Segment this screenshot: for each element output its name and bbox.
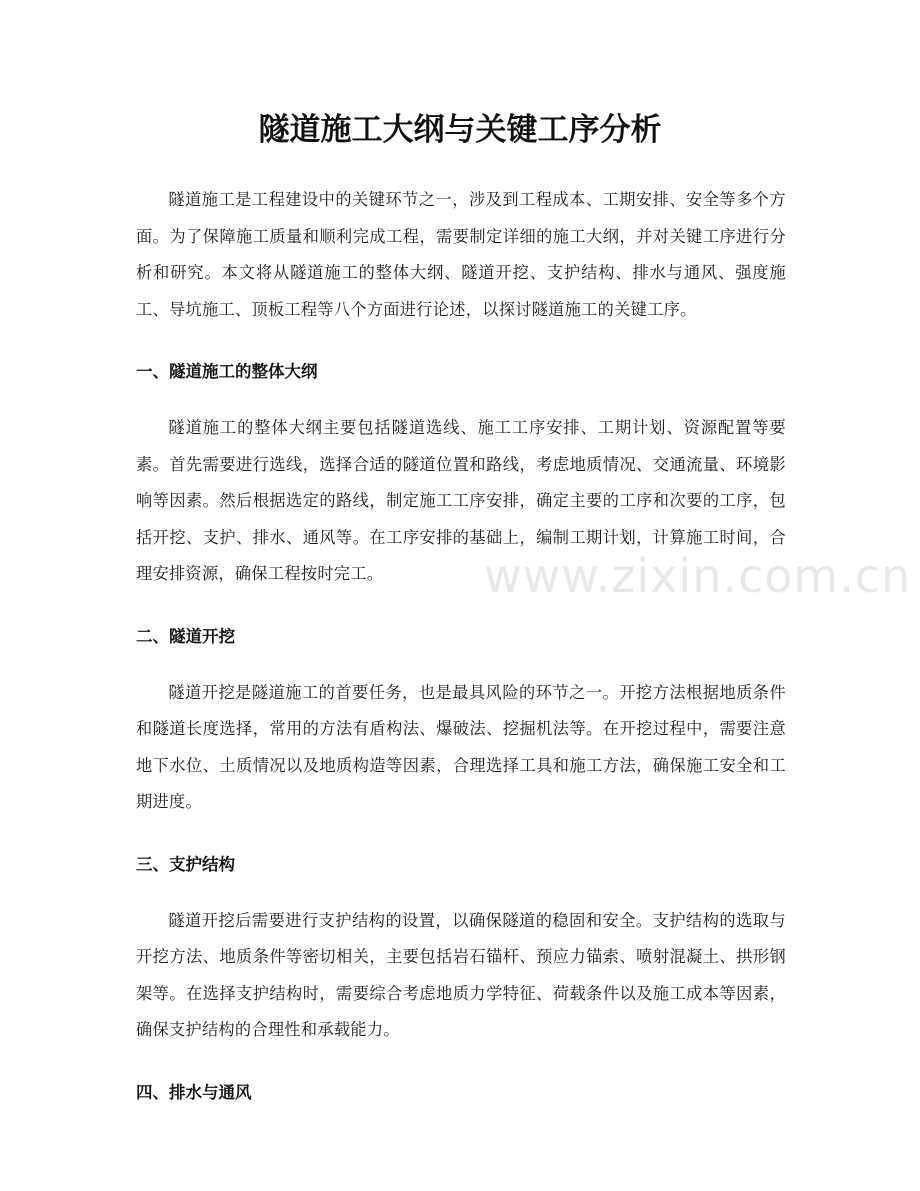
section-heading-3: 三、支护结构 <box>136 854 235 874</box>
spacer <box>136 390 786 410</box>
section-heading-4: 四、排水与通风 <box>136 1082 252 1102</box>
section-heading-2: 二、隧道开挖 <box>136 626 235 646</box>
document-title: 隧道施工大纲与关键工序分析 <box>258 112 662 148</box>
section-body-3: 隧道开挖后需要进行支护结构的设置，以确保隧道的稳固和安全。支护结构的选取与开挖方法、地质条件等密切相关，主要包括岩石锚杆、预应力锚索、喷射混凝土、拱形钢架等。在选择支护结构时，需要综合考虑地质力学特征、荷载条件以及施工成本等因素，确保支护结构的合理性和承载能力。 <box>136 910 786 1039</box>
intro-paragraph: 隧道施工是工程建设中的关键环节之一，涉及到工程成本、工期安排、安全等多个方面。为了保障施工质量和顺利完成工程，需要制定详细的施工大纲，并对关键工序进行分析和研究。本文将从隧道施工的整体大纲、隧道开挖、支护结构、排水与通风、强度施工、导坑施工、顶板工程等八个方面进行论述，以探讨隧道施工的关键工序。 <box>136 190 786 319</box>
watermark-text: www.zixin.com.cn <box>484 549 912 603</box>
section-heading-1: 一、隧道施工的整体大纲 <box>136 362 318 381</box>
spacer <box>136 1049 786 1075</box>
section-body-2: 隧道开挖是隧道施工的首要任务，也是最具风险的环节之一。开挖方法根据地质条件和隧道长度选择，常用的方法有盾构法、爆破法、挖掘机法等。在开挖过程中，需要注意地下水位、土质情况以及地质构造等因素，合理选择工具和施工方法，确保施工安全和工期进度。 <box>136 682 786 811</box>
spacer <box>136 883 786 903</box>
document-body <box>136 182 786 1111</box>
spacer <box>136 328 786 354</box>
spacer <box>136 821 786 847</box>
spacer <box>136 593 786 619</box>
spacer <box>136 655 786 675</box>
section-body-1: 隧道施工的整体大纲主要包括隧道选线、施工工序安排、工期计划、资源配置等要素。首先需要进行选线，选择合适的隧道位置和路线，考虑地质情况、交通流量、环境影响等因素。然后根据选定的路线，制定施工工序安排，确定主要的工序和次要的工序，包括开挖、支护、排水、通风等。在工序安排的基础上，编制工期计划，计算施工时间，合理安排资源，确保工程按时完工。 <box>136 418 786 583</box>
